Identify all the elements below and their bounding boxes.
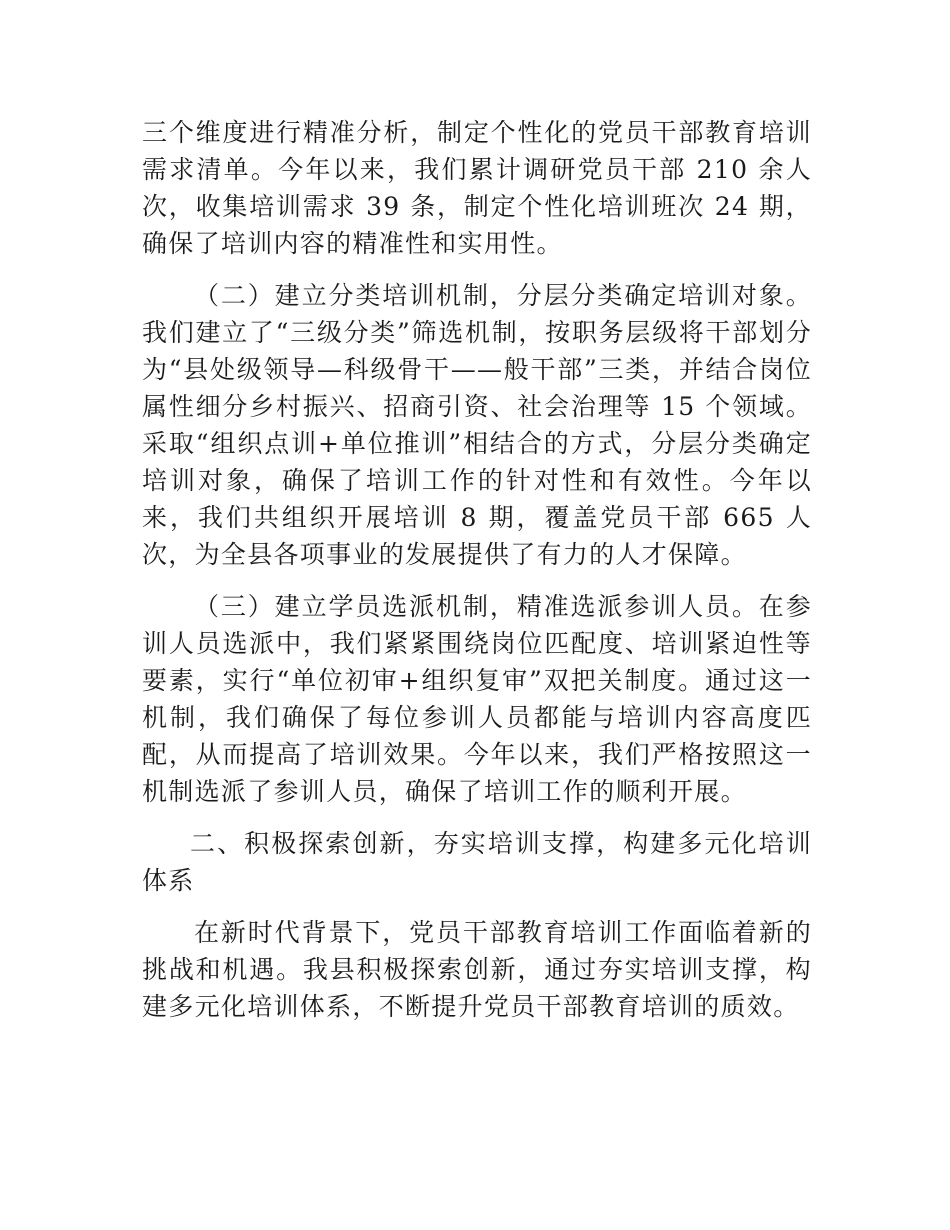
paragraph-trainee-selection-mechanism: （三）建立学员选派机制，精准选派参训人员。在参训人员选派中，我们紧紧围绕岗位匹配度、培训紧迫性等要素，实行“单位初审+组织复审”双把关制度。通过这一机制，我们确保了每位参训人员都能与培训内容高度匹配，从而提高了培训效果。今年以来，我们严格按照这一机制选派了参训人员，确保了培训工作的顺利开展。 — [142, 592, 812, 806]
paragraph-classified-training-mechanism: （二）建立分类培训机制，分层分类确定培训对象。我们建立了“三级分类”筛选机制，按职务层级将干部划分为“县处级领导—科级骨干——般干部”三类，并结合岗位属性细分乡村振兴、招商引资、社会治理等 15 个领域。采取“组织点训+单位推训”相结合的方式，分层分类确定培训对象，确保了培训工作的针对性和有效性。今年以来，我们共组织开展培训 8 期，覆盖党员干部 665 人次，为全县各项事业的发展提供了有力的人才保障。 — [142, 281, 812, 569]
paragraph-training-needs-analysis: 三个维度进行精准分析，制定个性化的党员干部教育培训需求清单。今年以来，我们累计调研党员干部 210 余人次，收集培训需求 39 条，制定个性化培训班次 24 期，确保了培训内容的精准性和实用性。 — [142, 118, 812, 258]
section-heading-innovation: 二、积极探索创新，夯实培训支撑，构建多元化培训体系 — [142, 829, 812, 895]
paragraph-new-era-background: 在新时代背景下，党员干部教育培训工作面临着新的挑战和机遇。我县积极探索创新，通过夯实培训支撑，构建多元化培训体系，不断提升党员干部教育培训的质效。 — [142, 918, 812, 1021]
document-body — [142, 114, 812, 1040]
